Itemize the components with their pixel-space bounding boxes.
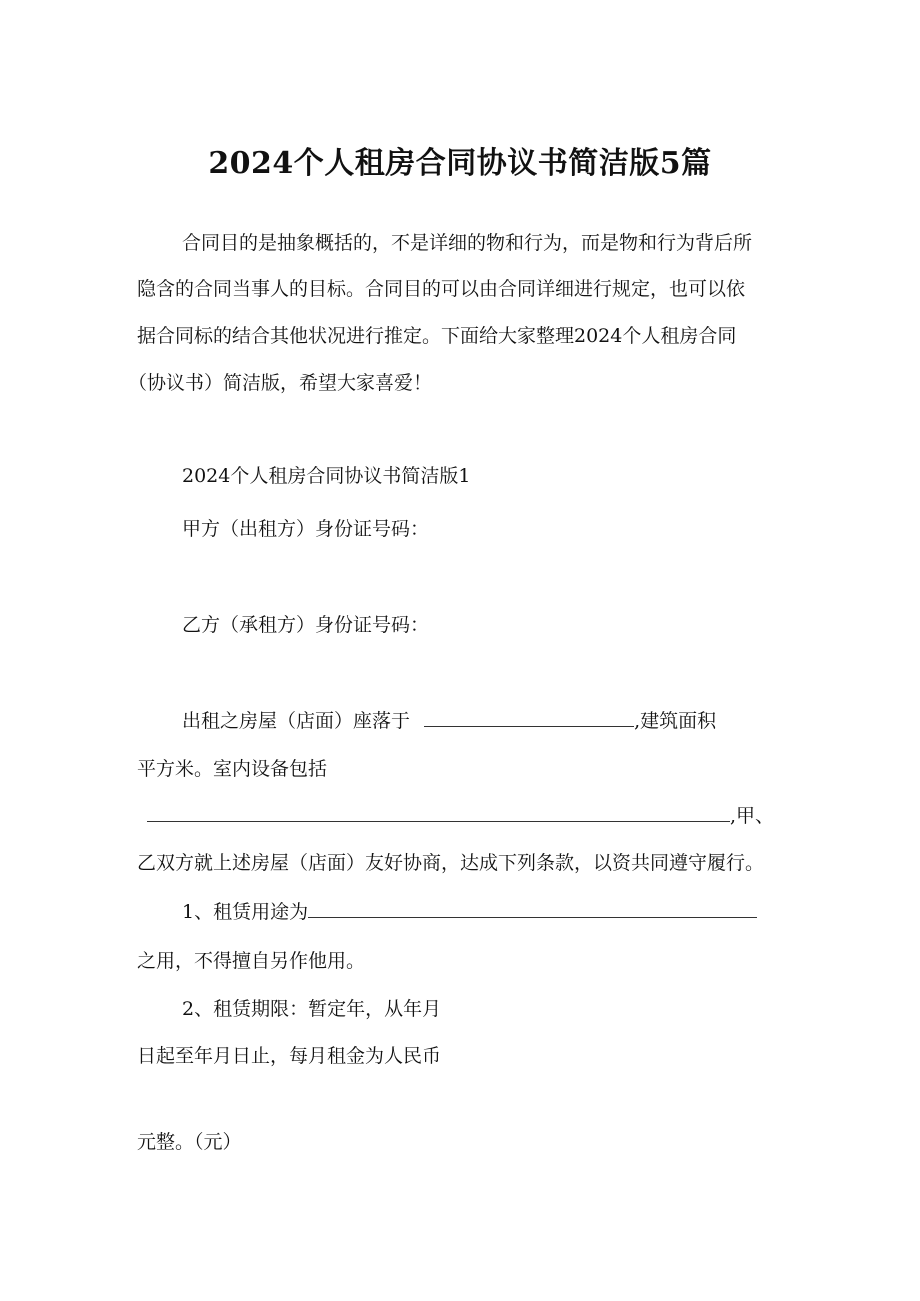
intro-line-4: （协议书）简洁版，希望大家喜爱！ xyxy=(128,372,433,394)
intro-line-1: 合同目的是抽象概括的，不是详细的物和行为，而是物和行为背后所 xyxy=(182,232,753,254)
equipment-blank xyxy=(147,801,730,822)
clause-1-line xyxy=(182,897,757,926)
clause-2-line-c: 元整。（元） xyxy=(137,1131,242,1153)
clause-2-line-b: 日起至年月日止，每月租金为人民币 xyxy=(137,1045,442,1067)
area-line: 平方米。室内设备包括 xyxy=(137,758,328,780)
clause-1-prefix: 1、租赁用途为 xyxy=(182,901,309,923)
agreement-line: 乙双方就上述房屋（店面）友好协商，达成下列条款，以资共同遵守履行。 xyxy=(137,852,765,874)
clause-1-continuation: 之用，不得擅自另作他用。 xyxy=(137,950,366,972)
party-b-line: 乙方（承租方）身份证号码： xyxy=(182,614,430,636)
equipment-line xyxy=(147,801,774,830)
intro-line-2: 隐含的合同当事人的目标。合同目的可以由合同详细进行规定，也可以依 xyxy=(137,278,746,300)
document-title: 2024个人租房合同协议书简洁版5篇 xyxy=(208,146,712,181)
clause-2-line-a: 2、租赁期限：暂定年，从年月 xyxy=(182,998,442,1020)
location-blank xyxy=(424,706,634,727)
location-line xyxy=(182,706,716,735)
intro-line-3: 据合同标的结合其他状况进行推定。下面给大家整理2024个人租房合同 xyxy=(137,325,737,347)
section-heading: 2024个人租房合同协议书简洁版1 xyxy=(182,465,471,487)
clause-1-blank xyxy=(308,897,757,918)
location-suffix: ,建筑面积 xyxy=(634,710,717,732)
location-prefix: 出租之房屋（店面）座落于 xyxy=(182,710,411,732)
equipment-suffix: ,甲、 xyxy=(730,805,775,827)
party-a-line: 甲方（出租方）身份证号码： xyxy=(182,518,430,540)
